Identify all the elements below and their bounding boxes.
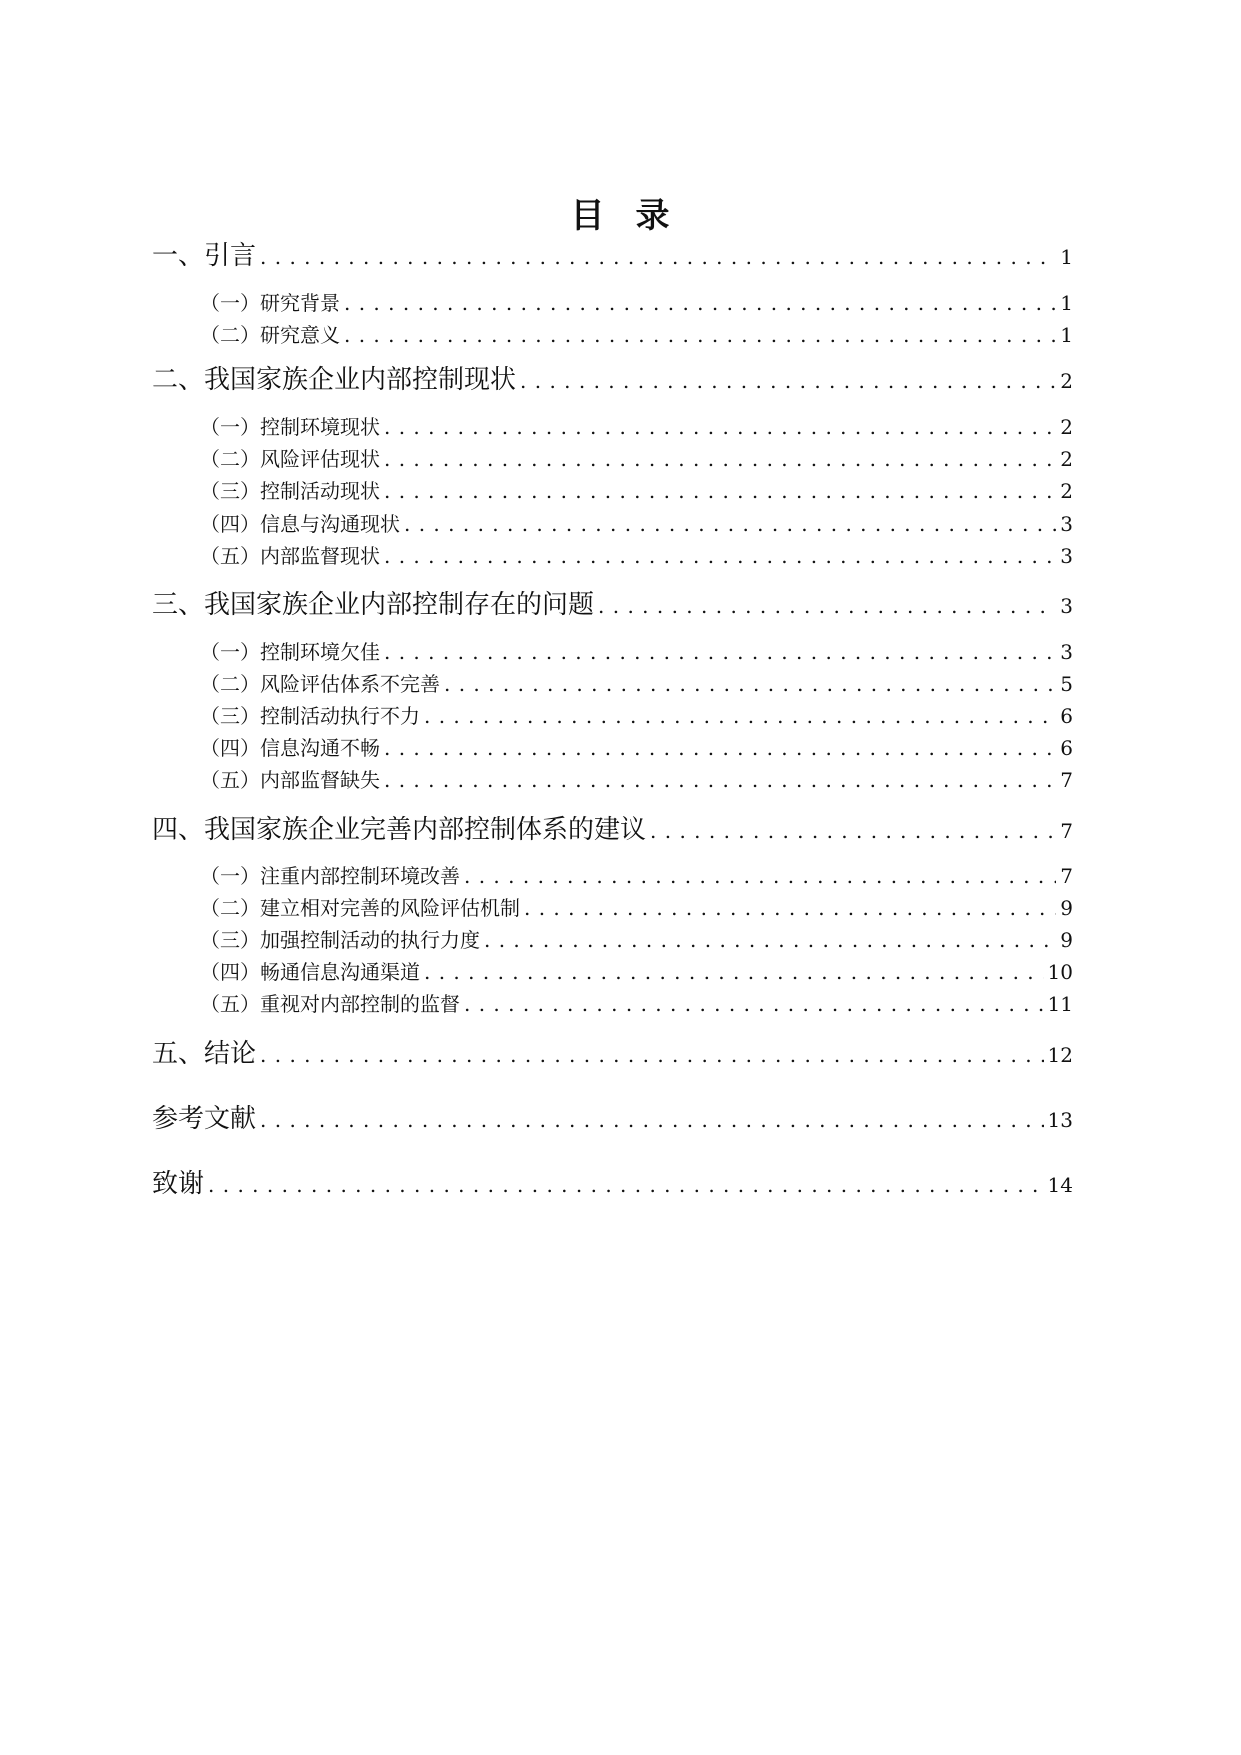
dot-leader: [384, 477, 1056, 505]
toc-entry-conclusion[interactable]: [152, 1036, 1073, 1073]
toc-page-number: 5: [1060, 672, 1073, 696]
dot-leader: [444, 670, 1056, 698]
toc-entry-2-5[interactable]: [200, 542, 1073, 570]
toc-page-number: 1: [1060, 245, 1073, 269]
toc-entry-chapter-4[interactable]: [152, 812, 1073, 849]
toc-entry-4-5[interactable]: [200, 990, 1073, 1018]
toc-page-number: 3: [1060, 594, 1073, 618]
toc-entry-label: （三）加强控制活动的执行力度: [200, 928, 480, 952]
toc-page-number: 1: [1060, 323, 1073, 347]
dot-leader: [344, 321, 1056, 349]
toc-entry-label: 参考文献: [152, 1104, 257, 1134]
toc-entry-label: （一）控制环境欠佳: [200, 640, 380, 664]
dot-leader: [260, 238, 1056, 275]
toc-page-number: 14: [1047, 1173, 1073, 1197]
dot-leader: [384, 542, 1056, 570]
toc-entry-label: 一、引言: [152, 241, 257, 271]
toc-entry-4-4[interactable]: [200, 958, 1073, 986]
toc-entry-chapter-3[interactable]: [152, 587, 1073, 624]
toc-page-number: 7: [1060, 768, 1073, 792]
toc-page-number: 12: [1047, 1043, 1073, 1067]
dot-leader: [520, 362, 1056, 399]
toc-page-number: 1: [1060, 291, 1073, 315]
toc-entry-label: 二、我国家族企业内部控制现状: [152, 365, 517, 395]
toc-page-number: 3: [1060, 544, 1073, 568]
toc-page-number: 9: [1060, 928, 1073, 952]
toc-entry-label: 三、我国家族企业内部控制存在的问题: [152, 590, 595, 620]
dot-leader: [484, 926, 1056, 954]
toc-entry-3-3[interactable]: [200, 702, 1073, 730]
dot-leader: [260, 1036, 1044, 1073]
toc-entry-3-4[interactable]: [200, 734, 1073, 762]
toc-entry-label: （四）畅通信息沟通渠道: [200, 960, 420, 984]
toc-entry-label: （三）控制活动现状: [200, 479, 380, 503]
dot-leader: [404, 510, 1056, 538]
toc-entry-3-2[interactable]: [200, 670, 1073, 698]
toc-entry-label: （二）风险评估现状: [200, 447, 380, 471]
toc-page-number: 6: [1060, 736, 1073, 760]
dot-leader: [208, 1166, 1044, 1203]
toc-page-number: 3: [1060, 512, 1073, 536]
toc-entry-2-2[interactable]: [200, 445, 1073, 473]
dot-leader: [464, 990, 1044, 1018]
toc-entry-2-4[interactable]: [200, 510, 1073, 538]
toc-entry-4-3[interactable]: [200, 926, 1073, 954]
toc-entry-label: 五、结论: [152, 1039, 257, 1069]
toc-entry-label: （五）重视对内部控制的监督: [200, 992, 460, 1016]
toc-entry-label: （一）注重内部控制环境改善: [200, 864, 460, 888]
dot-leader: [464, 862, 1056, 890]
toc-page-number: 2: [1060, 415, 1073, 439]
toc-page-number: 9: [1060, 896, 1073, 920]
toc-entry-label: （二）建立相对完善的风险评估机制: [200, 896, 520, 920]
toc-entry-label: （三）控制活动执行不力: [200, 704, 420, 728]
title-char-1: 目: [570, 196, 606, 236]
toc-page-number: 10: [1047, 960, 1073, 984]
dot-leader: [260, 1101, 1044, 1138]
dot-leader: [384, 734, 1056, 762]
dot-leader: [384, 638, 1056, 666]
toc-entry-label: （二）研究意义: [200, 323, 340, 347]
toc-entry-acknowledgements[interactable]: [152, 1166, 1073, 1203]
toc-page-number: 2: [1060, 369, 1073, 393]
toc-page-number: 3: [1060, 640, 1073, 664]
dot-leader: [598, 587, 1056, 624]
toc-entry-label: 致谢: [152, 1169, 205, 1199]
toc-entry-4-2[interactable]: [200, 894, 1073, 922]
toc-entry-label: （一）控制环境现状: [200, 415, 380, 439]
toc-entry-2-3[interactable]: [200, 477, 1073, 505]
toc-entry-label: （五）内部监督现状: [200, 544, 380, 568]
toc-entry-3-5[interactable]: [200, 766, 1073, 794]
toc-entry-2-1[interactable]: [200, 413, 1073, 441]
toc-page-number: 11: [1047, 992, 1073, 1016]
toc-page-number: 7: [1060, 864, 1073, 888]
dot-leader: [650, 812, 1056, 849]
toc-entry-4-1[interactable]: [200, 862, 1073, 890]
dot-leader: [344, 289, 1056, 317]
toc-entry-label: （四）信息与沟通现状: [200, 512, 400, 536]
toc-entry-label: （二）风险评估体系不完善: [200, 672, 440, 696]
dot-leader: [384, 445, 1056, 473]
toc-entry-3-1[interactable]: [200, 638, 1073, 666]
toc-entry-label: （四）信息沟通不畅: [200, 736, 380, 760]
dot-leader: [424, 702, 1056, 730]
dot-leader: [524, 894, 1056, 922]
dot-leader: [384, 413, 1056, 441]
toc-page-number: 13: [1047, 1108, 1073, 1132]
toc-entry-label: 四、我国家族企业完善内部控制体系的建议: [152, 815, 647, 845]
toc-page-number: 6: [1060, 704, 1073, 728]
toc-entry-chapter-2[interactable]: [152, 362, 1073, 399]
toc-page-number: 2: [1060, 447, 1073, 471]
toc-page-number: 2: [1060, 479, 1073, 503]
toc-entry-label: （一）研究背景: [200, 291, 340, 315]
toc-entry-research-background[interactable]: [200, 289, 1073, 317]
dot-leader: [424, 958, 1044, 986]
toc-entry-introduction[interactable]: [152, 238, 1073, 275]
dot-leader: [384, 766, 1056, 794]
toc-entry-references[interactable]: [152, 1101, 1073, 1138]
title-char-2: 录: [635, 196, 671, 236]
toc-entry-research-significance[interactable]: [200, 321, 1073, 349]
toc-entry-label: （五）内部监督缺失: [200, 768, 380, 792]
toc-page-number: 7: [1060, 819, 1073, 843]
